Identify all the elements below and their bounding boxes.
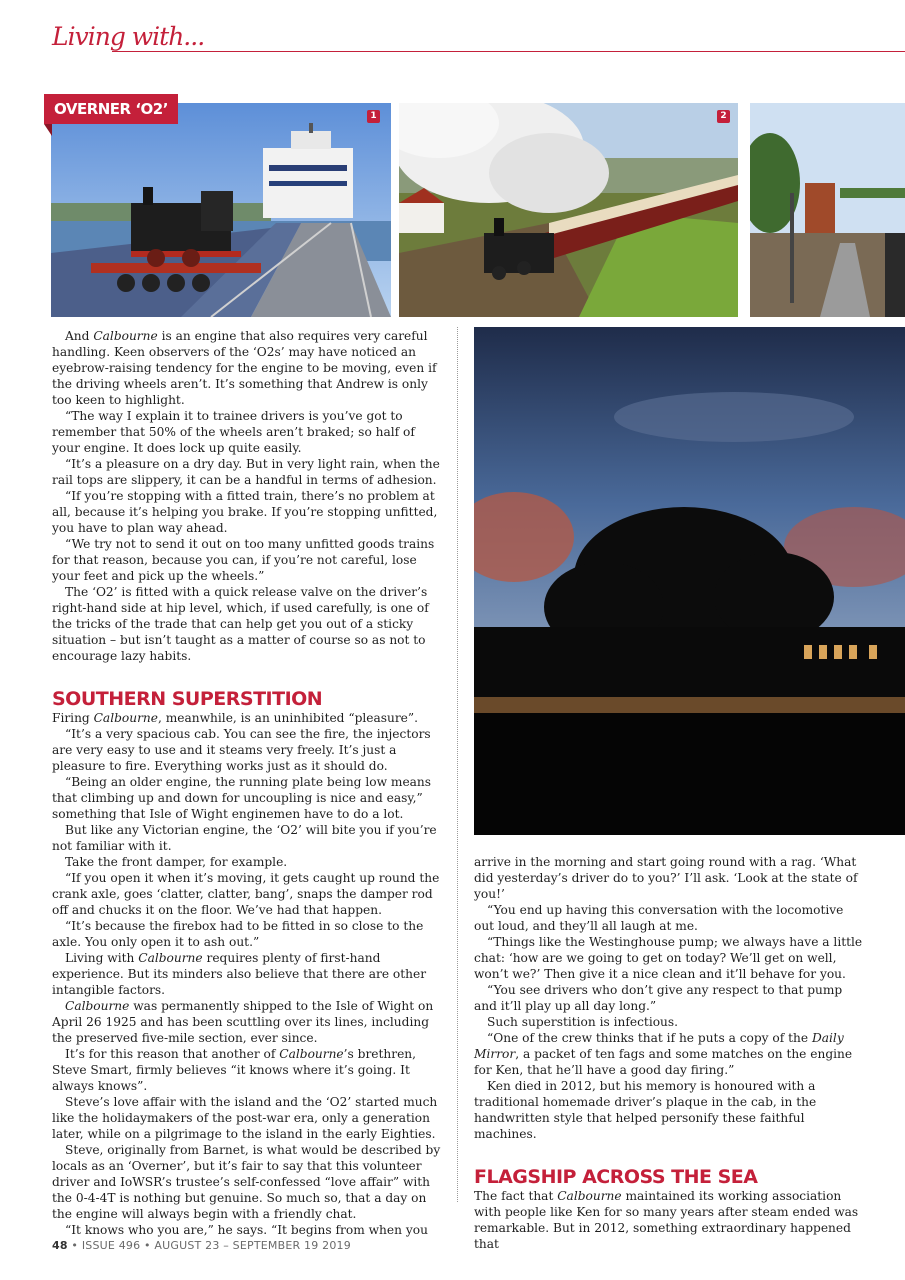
body-paragraph: It’s for this reason that another of Calbourne’s brethren, Steve Smart, firmly believes “it knows where it’s going. It always knows”. (52, 1047, 417, 1093)
body-paragraph: “Being an older engine, the running plate being low means that climbing up and down for uncoupling is nice and easy,” something that Isle of Wight enginemen have to do a lot. (52, 775, 432, 821)
body-paragraph: “If you’re stopping with a fitted train, there’s no problem at all, because it’s helping you brake. If you’re stopping unfitted, you have to plan way ahead. (52, 489, 438, 535)
body-paragraph: But like any Victorian engine, the ‘O2’ will bite you if you’re not familiar with it. (52, 823, 437, 853)
body-paragraph: “You end up having this conversation with the locomotive out loud, and they’ll all laugh at me. (474, 903, 844, 933)
right-paragraphs (474, 902, 864, 1142)
subhead-flagship-across-the-sea: FLAGSHIP ACROSS THE SEA (474, 1166, 758, 1188)
right-first-paragraph: arrive in the morning and start going round with a rag. ‘What did yesterday’s driver do to you?’ I’ll ask. ‘Look at the state of you!’ (474, 855, 858, 901)
body-paragraph: Living with Calbourne requires plenty of first-hand experience. But its minders also believe that there are other intangible factors. (52, 951, 427, 997)
issue-number: ISSUE 496 (81, 1239, 141, 1252)
body-paragraph: Take the front damper, for example. (65, 855, 288, 869)
section1-paragraphs (52, 726, 442, 1238)
body-paragraph: Calbourne was permanently shipped to the Isle of Wight on April 26 1925 and has been scuttling over its lines, including the preserved five-mile section, ever since. (52, 999, 434, 1045)
photo-ferry-pier (51, 103, 391, 317)
overner-tag: OVERNER ‘O2’ (44, 94, 178, 124)
photo-number-badge: 2 (717, 110, 730, 123)
page-footer (52, 1239, 351, 1252)
body-paragraph: Steve, originally from Barnet, is what would be described by locals as an ‘Overner’, but it’s fair to say that this volunteer driver and IoWSR’s trustee’s self-confessed “love affair” with the 0-4-4T is nothing but genuine. So much so, that a day on the engine will always begin with a friendly chat. (52, 1143, 441, 1221)
tag-tail (44, 124, 52, 136)
header-rule (112, 51, 905, 52)
intro-paragraphs (52, 328, 442, 664)
body-paragraph: Steve’s love affair with the island and the ‘O2’ started much like the holidaymakers of the post-war era, only a generation later, while on a pilgrimage to the island in the early Eighties. (52, 1095, 438, 1141)
photo-steam-train (399, 103, 738, 317)
body-paragraph: Ken died in 2012, but his memory is honoured with a traditional homemade driver’s plaque in the cab, in the handwritten style that helped personify these faithful machines. (474, 1079, 817, 1141)
section1-first-paragraph: Firing Calbourne, meanwhile, is an uninhibited “pleasure”. (52, 711, 419, 725)
right-column (474, 854, 864, 1252)
body-paragraph: Such superstition is infectious. (487, 1015, 679, 1029)
body-paragraph: “The way I explain it to trainee drivers is you’ve got to remember that 50% of the wheels aren’t braked; so half of your engine. It does lock up quite easily. (52, 409, 415, 455)
photo-sunset-silhouette (474, 327, 905, 835)
section-header-title: Living with... (52, 22, 205, 51)
body-paragraph: “It’s because the firebox had to be fitted in so close to the axle. You only open it to ash out.” (52, 919, 424, 949)
body-paragraph: “Things like the Westinghouse pump; we always have a little chat: ‘how are we going to get on today? We’ll get on well, won’t we?’ Then give it a nice clean and it’ll behave for you. (474, 935, 863, 981)
body-paragraph: “If you open it when it’s moving, it gets caught up round the crank axle, goes ‘clatter, clatter, bang’, snaps the damper rod off and chucks it on the floor. We’ve had that happen. (52, 871, 440, 917)
body-paragraph: “It knows who you are,” he says. “It begins from when you (65, 1223, 428, 1237)
photo-station (750, 103, 905, 317)
footer-separator: • (71, 1239, 82, 1252)
section2-first-paragraph: The fact that Calbourne maintained its working association with people like Ken for so many years after steam ended was remarkable. But in 2012, something extraordinary happened that (474, 1189, 859, 1251)
body-paragraph: The ‘O2’ is fitted with a quick release valve on the driver’s right-hand side at hip level, which, if used carefully, is one of the tricks of the trade that can help get you out of a sticky situation – but isn’t taught as a matter of course so as not to encourage lazy habits. (52, 585, 429, 663)
body-paragraph: “One of the crew thinks that if he puts a copy of the Daily Mirror, a packet of ten fags and some matches on the engine for Ken, that he’ll have a good day firing.” (474, 1031, 853, 1077)
column-divider (457, 327, 458, 1202)
photo-number-badge: 1 (367, 110, 380, 123)
issue-dates: AUGUST 23 – SEPTEMBER 19 2019 (154, 1239, 351, 1252)
left-column (52, 328, 442, 1238)
page-number: 48 (52, 1239, 68, 1252)
subhead-southern-superstition: SOUTHERN SUPERSTITION (52, 688, 323, 710)
footer-separator: • (144, 1239, 155, 1252)
body-paragraph: “You see drivers who don’t give any respect to that pump and it’ll play up all day long.” (474, 983, 843, 1013)
body-paragraph: “We try not to send it out on too many unfitted goods trains for that reason, because you can, if you’re not careful, lose your feet and pick up the wheels.” (52, 537, 435, 583)
body-paragraph: “It’s a pleasure on a dry day. But in very light rain, when the rail tops are slippery, it can be a handful in terms of adhesion. (52, 457, 440, 487)
body-paragraph: And Calbourne is an engine that also requires very careful handling. Keen observers of the ‘O2s’ may have noticed an eyebrow-raising tendency for the engine to be moving, even if the driving wheels aren’t. It’s something that Andrew is only too keen to highlight. (52, 329, 437, 407)
body-paragraph: “It’s a very spacious cab. You can see the fire, the injectors are very easy to use and it steams very freely. It’s just a pleasure to fire. Everything works just as it should do. (52, 727, 431, 773)
